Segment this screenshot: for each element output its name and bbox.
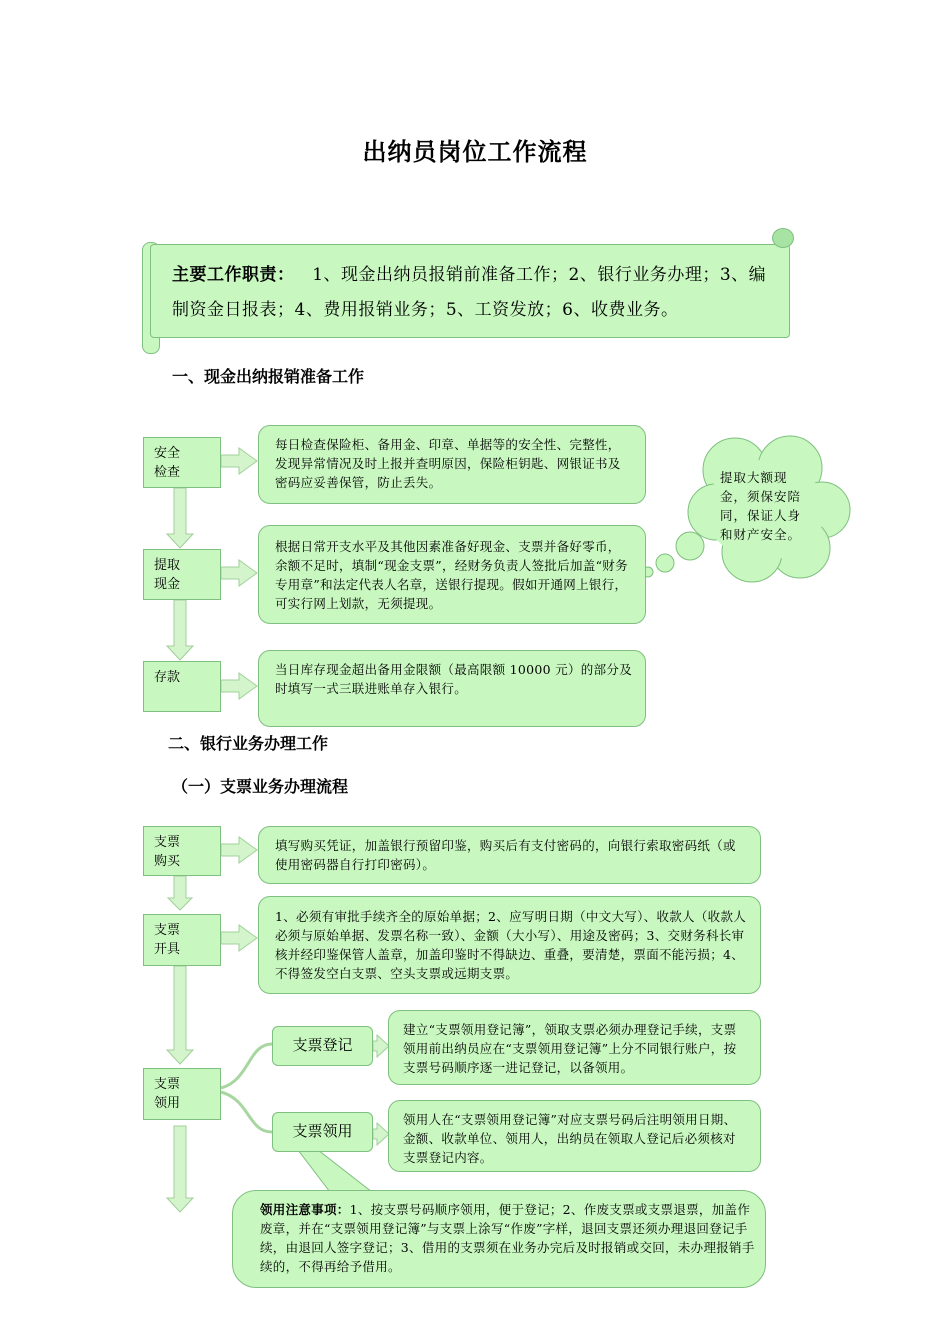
step-box [143,826,221,876]
step-label: 提取现金 [154,558,181,592]
scroll-curl-right [772,228,794,248]
right-arrow [373,1035,389,1057]
down-arrow [167,1126,193,1212]
step-box [143,1068,221,1120]
branch-description: 建立“支票领用登记簿”，领取支票必须办理登记手续，支票领用前出纳员应在“支票领用登记簿”上分不同银行账户，按支票号码顺序逐一进记登记，以备领用。 [388,1010,761,1085]
subsection-heading: （一）支票业务办理流程 [172,777,349,796]
step-label: 安全检查 [154,446,181,480]
step-label: 支票领用 [154,1077,181,1111]
duties-text [172,258,772,328]
right-arrow [221,837,257,863]
branch-box: 支票领用 [272,1112,373,1152]
duties-content: 1、现金出纳员报销前准备工作；2、银行业务办理；3、编制资金日报表；4、费用报销业务；5、工资发放；6、收费业务。 [172,265,767,320]
cloud-note: 提取大额现金，须保安陪同，保证人身和财产安全。 [720,470,802,542]
page-title: 出纳员岗位工作流程 [362,138,588,166]
step-label: 存款 [154,670,181,685]
right-arrow [221,560,257,586]
down-arrow [168,876,192,910]
right-arrow [221,448,257,474]
down-arrow [167,600,193,660]
step-description: 填写购买凭证，加盖银行预留印鉴，购买后有支付密码的，向银行索取密码纸（或使用密码器自行打印密码）。 [258,826,761,884]
step-description: 当日库存现金超出备用金限额（最高限额 10000 元）的部分及时填写一式三联进账单存入银行。 [258,650,646,727]
step-description: 每日检查保险柜、备用金、印章、单据等的安全性、完整性，发现异常情况及时上报并查明原因，保险柜钥匙、网银证书及密码应妥善保管，防止丢失。 [258,425,646,504]
right-arrow [221,673,257,699]
down-arrow [167,488,193,548]
step-label: 支票购买 [154,835,181,869]
step-description: 1、必须有审批手续齐全的原始单据；2、应写明日期（中文大写）、收款人（收款人必须与原始单据、发票名称一致）、金额（大小写）、用途及密码；3、交财务科长审核并经印鉴保管人盖章，加盖印鉴时不得缺边、重叠，要清楚，票面不能污损；4、不得签发空白支票、空头支票或远期支票。 [258,896,761,994]
step-label: 支票开具 [154,923,181,957]
down-arrow [167,966,193,1064]
note-label: 领用注意事项： [260,1202,350,1217]
branch-box: 支票登记 [272,1026,373,1066]
step-box [143,661,221,712]
step-box [143,437,221,488]
step-description: 根据日常开支水平及其他因素准备好现金、支票并备好零币，余额不足时，填制“现金支票”，经财务负责人签批后加盖“财务专用章”和法定代表人名章，送银行提现。假如开通网上银行，可实行网上划款，无须提现。 [258,525,646,624]
note-text [260,1200,760,1276]
callout-tail [298,1150,372,1192]
section-heading: 二、银行业务办理工作 [168,734,329,753]
branch-description: 领用人在“支票领用登记簿”对应支票号码后注明领用日期、金额、收款单位、领用人，出纳员在领取人登记后必须核对支票登记内容。 [388,1100,761,1172]
branch-bracket [221,1044,272,1132]
step-box [143,549,221,600]
duties-label: 主要工作职责： [172,265,295,285]
step-box [143,914,221,966]
note-content: 1、按支票号码顺序领用，便于登记；2、作废支票或支票退票，加盖作废章，并在“支票领用登记簿”与支票上涂写“作废”字样，退回支票还须办理退回登记手续，由退回人签字登记；3、借用的支票须在业务办完后及时报销或交回，未办理报销手续的，不得再给予借用。 [260,1202,755,1274]
right-arrow [373,1123,389,1145]
right-arrow [221,925,257,951]
section-heading: 一、现金出纳报销准备工作 [172,367,365,386]
